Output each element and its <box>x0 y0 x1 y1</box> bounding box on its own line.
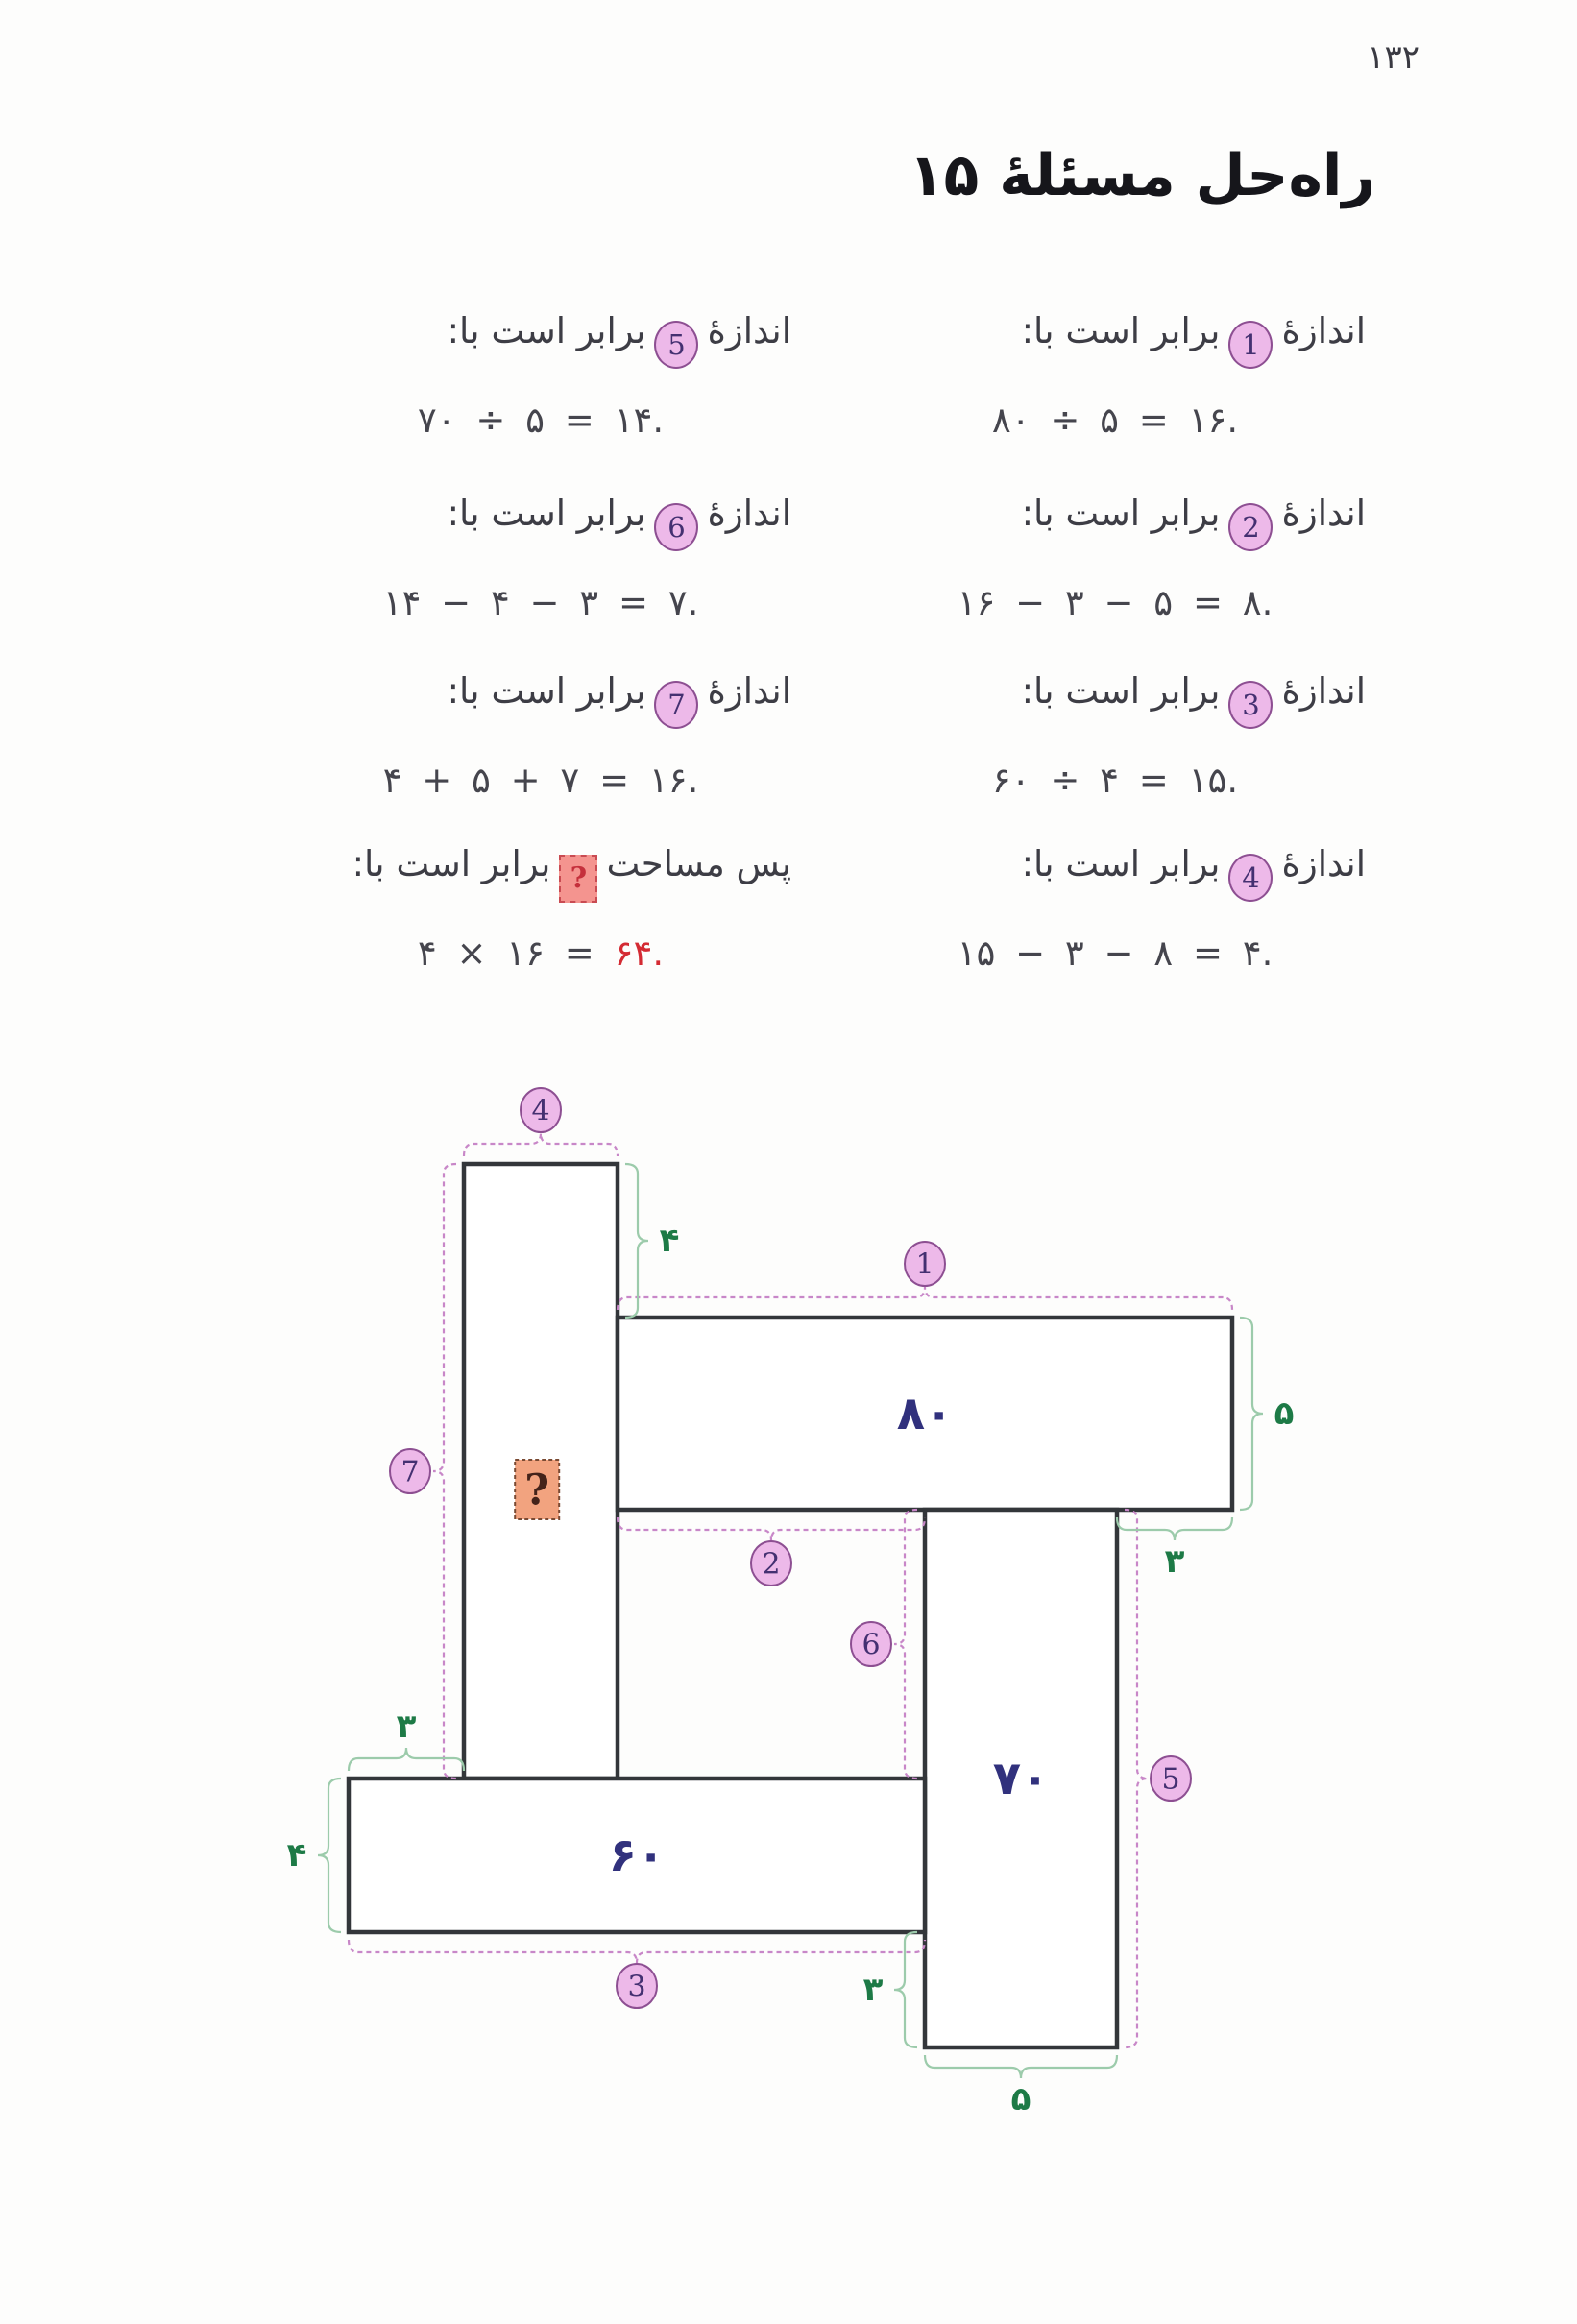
circled-number <box>1228 503 1273 551</box>
circled-label-digit: 1 <box>915 1247 934 1282</box>
circled-number <box>1228 681 1273 729</box>
circled-digit: 5 <box>667 328 686 361</box>
label-text: اندازۀ <box>1281 843 1366 884</box>
solution-item <box>864 305 1366 441</box>
given-dimension: ۴ <box>659 1222 680 1260</box>
dim-brace-۵ <box>1240 1318 1263 1510</box>
solution-item <box>864 838 1366 974</box>
dim-brace-۳ <box>349 1748 464 1771</box>
brace-7 <box>433 1164 456 1779</box>
label-text: برابر است با: <box>1021 670 1221 712</box>
brace-6 <box>894 1510 917 1779</box>
circled-digit: 4 <box>1242 861 1260 894</box>
area-value: ۷۰ <box>992 1752 1050 1805</box>
circled-number <box>1228 321 1273 369</box>
area-question-box <box>559 855 597 903</box>
solution-item <box>290 305 791 441</box>
solution-label <box>864 666 1366 721</box>
solution-equation: ۱۴ − ۴ − ۳ = ۷. <box>382 582 699 623</box>
label-text: برابر است با: <box>1021 843 1221 884</box>
circled-digit: 1 <box>1242 328 1260 361</box>
given-dimension: ۳ <box>862 1971 884 2009</box>
solution-label <box>290 666 791 721</box>
solution-equation: ۶۰ ÷ ۴ = ۱۵. <box>991 760 1239 801</box>
solution-equation: ۱۶ − ۳ − ۵ = ۸. <box>957 582 1274 623</box>
circled-digit: 6 <box>667 511 686 544</box>
brace-1 <box>618 1287 1232 1310</box>
circled-label-digit: 7 <box>400 1455 420 1489</box>
brace-5 <box>1125 1510 1148 2047</box>
solution-item-area <box>290 838 791 974</box>
solution-equation: ۱۵ − ۳ − ۸ = ۴. <box>957 932 1274 974</box>
solution-item <box>290 488 791 623</box>
label-text: برابر است با: <box>352 843 551 884</box>
given-dimension: ۵ <box>1010 2080 1031 2118</box>
label-text: برابر است با: <box>447 670 646 712</box>
dim-brace-۳ <box>894 1932 917 2047</box>
solution-equation-result: ۶۴. <box>614 932 665 974</box>
label-text: برابر است با: <box>447 493 646 534</box>
label-text: اندازۀ <box>1281 670 1366 712</box>
question-mark: ? <box>570 861 588 895</box>
solution-item <box>864 488 1366 623</box>
circled-digit: 2 <box>1242 511 1260 544</box>
circled-label-digit: 2 <box>762 1547 781 1582</box>
label-text: برابر است با: <box>447 310 646 351</box>
given-dimension: ۳ <box>396 1707 417 1746</box>
dim-brace-۴ <box>318 1779 341 1932</box>
dim-brace-۳ <box>1117 1517 1232 1540</box>
label-text: اندازۀ <box>707 493 791 534</box>
label-text: اندازۀ <box>707 310 791 351</box>
solution-item <box>290 666 791 801</box>
area-value: ۶۰ <box>608 1828 666 1882</box>
brace-3 <box>349 1940 925 1963</box>
solution-equation: ۷۰ ÷ ۵ = ۱۴. <box>417 399 665 441</box>
brace-4 <box>464 1133 618 1156</box>
solution-label <box>290 305 791 361</box>
circled-number <box>654 503 698 551</box>
label-text: برابر است با: <box>1021 493 1221 534</box>
circled-digit: 7 <box>667 689 686 721</box>
given-dimension: ۵ <box>1274 1394 1295 1433</box>
label-text: برابر است با: <box>1021 310 1221 351</box>
equation-prefix: ۴ × ۱۶ = <box>417 932 615 974</box>
brace-2 <box>618 1517 925 1540</box>
page-title: راه‌حل مسئلۀ ۱۵ <box>909 142 1375 209</box>
pinwheel-diagram <box>233 1087 1357 2163</box>
circled-number <box>654 681 698 729</box>
solution-equation <box>290 932 791 974</box>
label-text: اندازۀ <box>1281 310 1366 351</box>
solution-label <box>864 838 1366 894</box>
circled-label-digit: 3 <box>627 1970 646 2004</box>
label-text: پس مساحت <box>606 843 791 884</box>
area-value: ۸۰ <box>896 1387 954 1440</box>
solution-label <box>864 305 1366 361</box>
given-dimension: ۳ <box>1164 1542 1185 1581</box>
solution-equation: ۴ + ۵ + ۷ = ۱۶. <box>382 760 699 801</box>
solution-equation: ۸۰ ÷ ۵ = ۱۶. <box>991 399 1239 441</box>
solution-label <box>290 488 791 544</box>
circled-label-digit: 4 <box>531 1094 550 1128</box>
given-dimension: ۴ <box>286 1836 307 1875</box>
circled-number <box>654 321 698 369</box>
label-text: اندازۀ <box>1281 493 1366 534</box>
dim-brace-۵ <box>925 2055 1117 2078</box>
circled-label-digit: 5 <box>1161 1762 1180 1797</box>
dim-brace-۴ <box>625 1164 648 1318</box>
circled-digit: 3 <box>1242 689 1260 721</box>
label-text: اندازۀ <box>707 670 791 712</box>
circled-label-digit: 6 <box>861 1628 881 1662</box>
solution-label <box>290 838 791 895</box>
unknown-question-mark: ? <box>524 1465 550 1515</box>
page-number: ۱۳۲ <box>1367 38 1419 77</box>
solution-item <box>864 666 1366 801</box>
solution-label <box>864 488 1366 544</box>
circled-number <box>1228 854 1273 902</box>
